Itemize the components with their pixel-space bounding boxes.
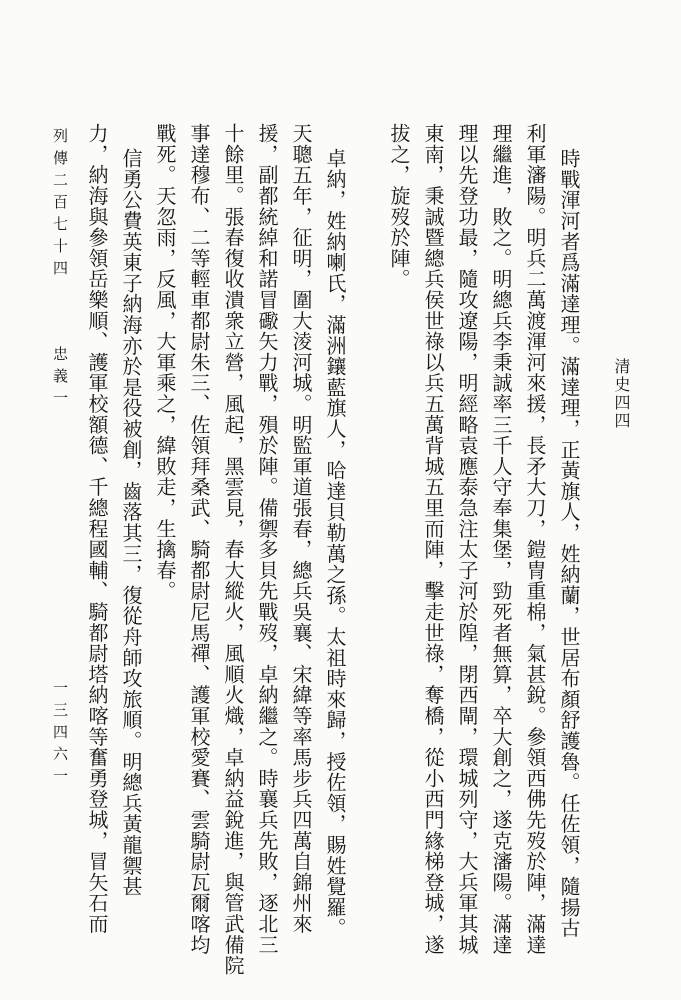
text-column-3: 理繼進，敗之。明總兵李秉誠率三千人守奉集堡，勁死者無算，卒大創之，遂克瀋陽。滿達 — [489, 123, 513, 955]
text-column-8: 天聰五年，征明，圍大淩河城。明監軍道張春，總兵吳襄、宋緯等率馬步兵四萬自錦州來 — [289, 123, 313, 935]
text-column-11: 事達穆布、二等輕車都尉朱三、佐領拜桑武、騎都尉尼馬禪、護軍校愛賽、雲騎尉瓦爾喀均 — [187, 123, 211, 955]
text-column-6: 拔之，旋歿於陣。 — [387, 123, 411, 290]
text-column-10: 十餘里。張春復收潰衆立營，風起，黑雲見，春大縱火，風順火熾，卓納益銳進，與管武備院 — [221, 123, 245, 976]
text-column-5: 東南，秉誠暨總兵侯世祿以兵五萬背城五里而陣，擊走世祿，奪橋，從小西門緣梯登城，遂 — [421, 123, 445, 955]
text-column-9: 援，副都統綽和諾冒礮矢力戰，殞於陣。備禦多貝先戰歿，卓納繼之。時襄兵先敗，逐北三 — [255, 123, 279, 955]
text-column-4: 理以先登功最，隨攻遼陽，明經略袁應泰急注太子河於隍，閉西閘，環城列守，大兵軍其城 — [455, 123, 479, 955]
page-label: 清史四四 — [612, 358, 631, 430]
text-column-2: 利軍瀋陽。明兵二萬渡渾河來援，長矛大刀，鎧冑重棉，氣甚銳。參領西佛先歿於陣，滿達 — [523, 123, 547, 955]
text-column-7: 卓納，姓納喇氏，滿洲鑲藍旗人，哈達貝勒萬之孫。太祖時來歸，授佐領，賜姓覺羅。 — [323, 148, 347, 939]
text-column-1: 時戰渾河者爲滿達理。滿達理，正黃旗人，姓納蘭，世居布顏舒護魯。任佐領，隨揚古 — [557, 148, 581, 939]
text-column-14: 力，納海與參領岳樂順、護軍校額德、千總程國輔、騎都尉塔納喀等奮勇登城，冒矢石而 — [85, 123, 109, 935]
footer-book: 列傳二百七十四 — [51, 128, 69, 282]
footer-chapter: 忠義一 — [51, 346, 69, 412]
text-column-12: 戰死。天忽雨，反風，大軍乘之，緯敗走，生擒春。 — [153, 123, 177, 602]
footer-page-number: 一三四六一 — [51, 680, 69, 790]
text-column-13: 信勇公費英東子納海亦於是役被創，齒落其三，復從舟師攻旅順。明總兵黃龍禦甚 — [119, 148, 143, 897]
